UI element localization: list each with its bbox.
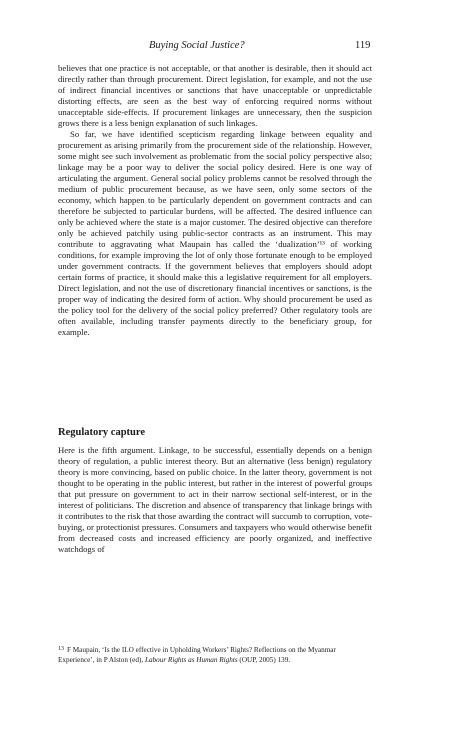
footnote-mark: 13 (58, 646, 64, 652)
footnote-text-after: (OUP, 2005) 139. (237, 655, 291, 664)
page-number: 119 (355, 40, 371, 51)
running-title: Buying Social Justice? (149, 40, 245, 51)
footnote (58, 645, 372, 666)
section-heading: Regulatory capture (58, 427, 145, 438)
footnote-text-before: F Maupain, ‘Is the ILO effective in Upholding Workers’ Rights? Reflections on the Myanmar Experience’, in P Alston (ed), (58, 646, 336, 664)
footnote-book-title: Labour Rights as Human Rights (144, 655, 238, 664)
paragraph-3: Here is the fifth argument. Linkage, to be successful, essentially depends on a benign theory of regulation, a public interest theory. But an alternative (less benign) regulatory theory is more convincing, based on public choice. In the latter theory, government is not thought to be operating in the public interest, but rather in the interest of powerful groups that put pressure on government to act in their narrow sectional self-interest, or in the interest of politicians. The discretion and absence of transparency that linkage brings with it contributes to the risk that those awarding the contract will succumb to corruption, vote-buying, or protectionist pressures. Consumers and taxpayers who would otherwise benefit from decreased costs and increased efficiency are poorly organized, and ineffective watchdogs of (58, 445, 372, 554)
paragraph-1: believes that one practice is not acceptable, or that another is desirable, then it should act directly rather than through procurement. Direct legislation, for example, and not the use of indirect financial incentives or sanctions that have unacceptable or unpredictable distorting effects, are seen as the best way of enforcing required norms without unacceptable side-effects. If procurement linkages are unnecessary, then the suspicion grows there is a less benign explanation of such linkages. (58, 63, 372, 128)
body-text (58, 63, 372, 338)
running-header (0, 40, 454, 54)
paragraph-2: So far, we have identified scepticism regarding linkage between equality and procurement as arising primarily from the procurement side of the relationship. However, some might see such involvement as problematic from the social policy perspective also; linkage may be a poor way to deliver the social policy desired. Here is one way of articulating the argument. General social policy problems cannot be resolved through the medium of public procurement because, as we have seen, only some sectors of the economy, which happen to be particularly dependent on government contracts and can therefore be subjected to particular burdens, will be affected. The desired influence can only be achieved where the state is a major customer. The desired objective can therefore only be achieved patchily using public-sector contracts as an instrument. This may contribute to aggravating what Maupain has called the ‘dualization’¹³ of working conditions, for example improving the lot of only those fortunate enough to be employed under government contracts. If the government believes that employers should adopt certain forms of practice, it should make this a legislative requirement for all employers. Direct legislation, and not the use of discretionary financial incentives or sanctions, is the proper way of indicating the desired form of action. Why should procurement be used as the policy tool for the delivery of the social policy preferred? Other regulatory tools are often available, including transfer payments directly to the beneficiary group, for example. (58, 129, 372, 337)
section-body-text (58, 445, 372, 555)
